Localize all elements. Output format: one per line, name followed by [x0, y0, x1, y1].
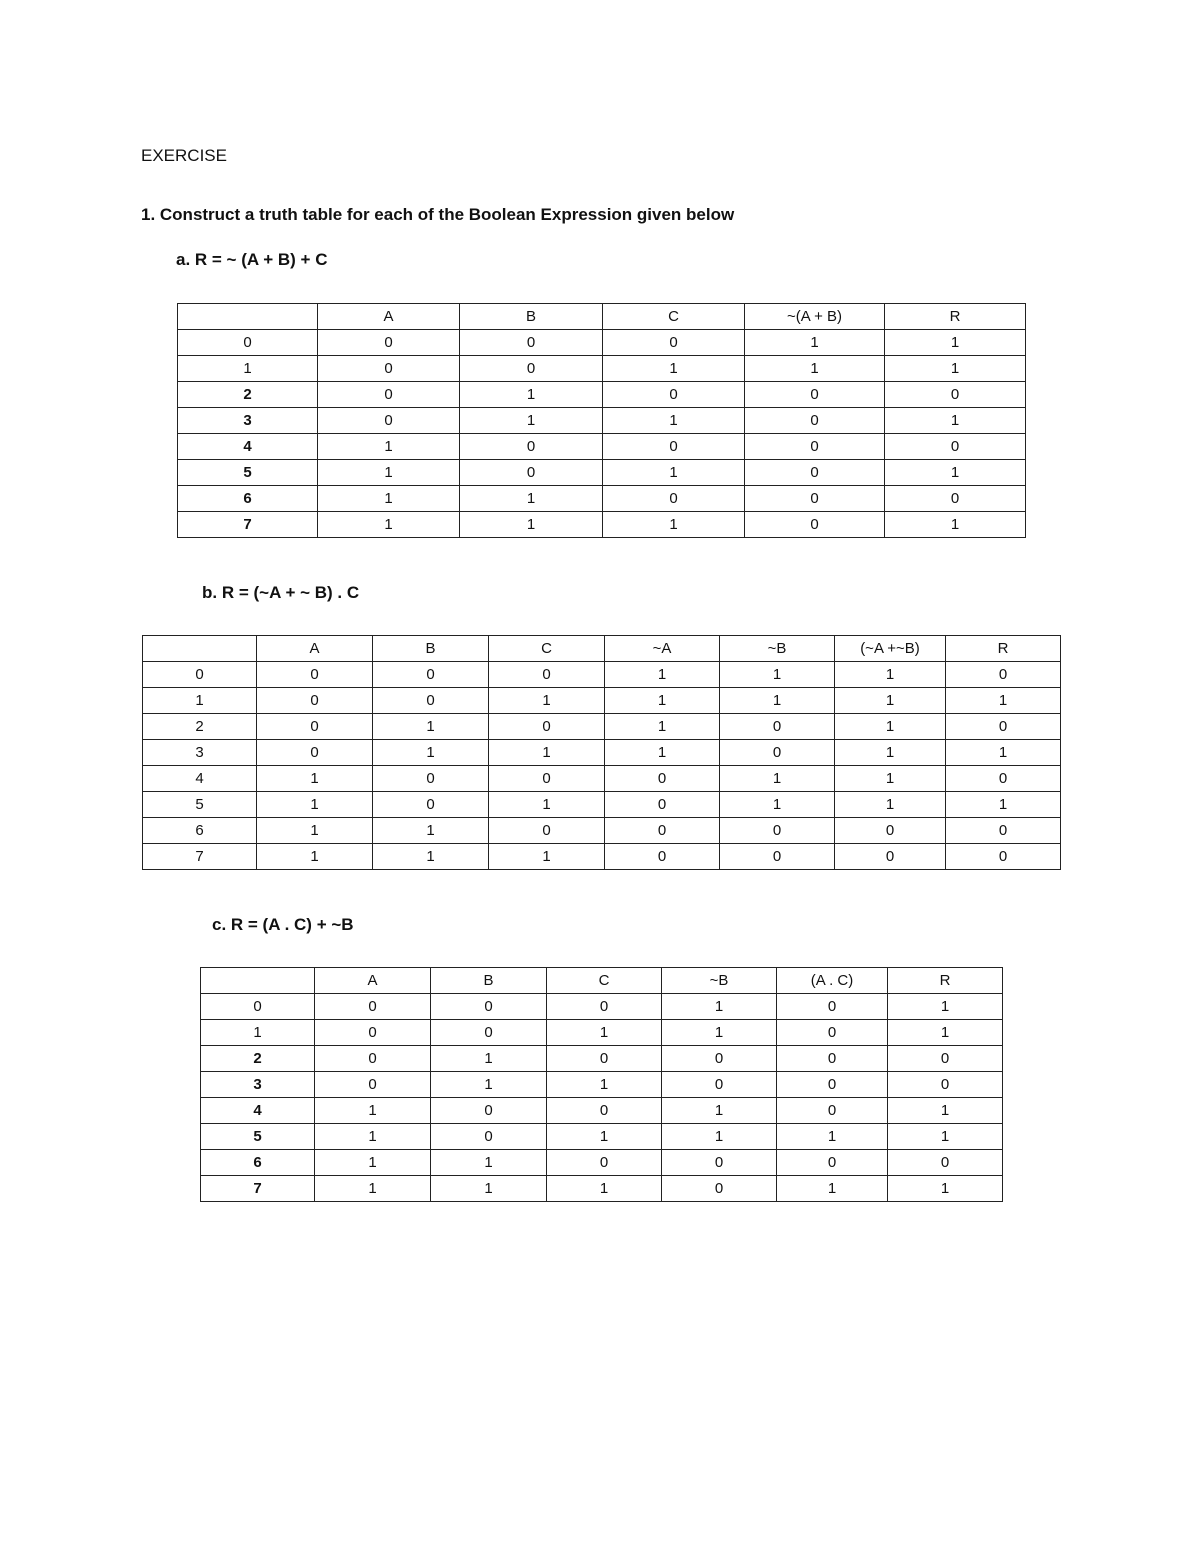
table-cell: 1 [431, 1176, 547, 1202]
table-cell: 0 [547, 994, 662, 1020]
header-cell: (A . C) [777, 968, 888, 994]
table-cell: 1 [885, 460, 1026, 486]
table-row [201, 1072, 1003, 1098]
table-cell: 1 [489, 792, 605, 818]
table-cell: 0 [777, 1072, 888, 1098]
table-cell: 0 [885, 382, 1026, 408]
table-cell: 1 [888, 994, 1003, 1020]
table-cell: 0 [745, 408, 885, 434]
table-cell: 0 [605, 844, 720, 870]
table-cell: 0 [720, 844, 835, 870]
table-cell: 1 [373, 714, 489, 740]
table-cell: 1 [888, 1098, 1003, 1124]
table-cell: 0 [489, 766, 605, 792]
row-index-cell: 2 [201, 1046, 315, 1072]
row-index-cell: 2 [143, 714, 257, 740]
table-cell: 0 [603, 330, 745, 356]
table-cell: 1 [662, 1020, 777, 1046]
table-cell: 1 [835, 662, 946, 688]
table-cell: 0 [662, 1046, 777, 1072]
table-cell: 0 [946, 818, 1061, 844]
table-cell: 1 [318, 434, 460, 460]
table-cell: 1 [662, 1098, 777, 1124]
table-row [178, 356, 1026, 382]
table-row [178, 486, 1026, 512]
table-row [143, 766, 1061, 792]
row-index-cell: 0 [201, 994, 315, 1020]
table-row [178, 408, 1026, 434]
table-cell: 1 [318, 460, 460, 486]
table-cell: 0 [257, 662, 373, 688]
table-cell: 1 [835, 740, 946, 766]
table-cell: 0 [318, 382, 460, 408]
table-cell: 1 [373, 818, 489, 844]
table-cell: 0 [603, 434, 745, 460]
table-cell: 0 [460, 330, 603, 356]
table-cell: 1 [720, 766, 835, 792]
table-cell: 1 [662, 1124, 777, 1150]
table-cell: 0 [777, 1046, 888, 1072]
table-row [143, 688, 1061, 714]
row-index-cell: 1 [143, 688, 257, 714]
table-cell: 1 [662, 994, 777, 1020]
table-row [143, 844, 1061, 870]
table-cell: 1 [605, 662, 720, 688]
table-cell: 1 [315, 1124, 431, 1150]
table-cell: 1 [888, 1176, 1003, 1202]
row-index-cell: 6 [143, 818, 257, 844]
table-cell: 1 [885, 512, 1026, 538]
table-cell: 1 [885, 408, 1026, 434]
table-cell: 1 [720, 792, 835, 818]
table-cell: 1 [605, 688, 720, 714]
truth-table-c [200, 967, 1003, 1202]
row-index-cell: 4 [178, 434, 318, 460]
header-cell: R [888, 968, 1003, 994]
table-cell: 0 [888, 1072, 1003, 1098]
table-cell: 1 [777, 1176, 888, 1202]
table-cell: 1 [603, 460, 745, 486]
table-cell: 0 [777, 1020, 888, 1046]
table-cell: 1 [777, 1124, 888, 1150]
table-cell: 1 [605, 714, 720, 740]
table-cell: 1 [318, 512, 460, 538]
table-cell: 1 [946, 688, 1061, 714]
table-cell: 0 [720, 740, 835, 766]
row-index-cell: 5 [201, 1124, 315, 1150]
header-cell: B [373, 636, 489, 662]
table-cell: 1 [888, 1124, 1003, 1150]
table-row [143, 818, 1061, 844]
row-index-cell: 2 [178, 382, 318, 408]
table-row [201, 1020, 1003, 1046]
table-row [143, 792, 1061, 818]
table-cell: 0 [489, 662, 605, 688]
table-cell: 0 [720, 818, 835, 844]
table-row [201, 1046, 1003, 1072]
table-cell: 0 [547, 1046, 662, 1072]
table-cell: 0 [431, 994, 547, 1020]
table-b-label: b. R = (~A + ~ B) . C [202, 583, 360, 602]
row-index-cell: 0 [178, 330, 318, 356]
header-cell: ~B [720, 636, 835, 662]
table-cell: 1 [373, 740, 489, 766]
table-cell: 1 [257, 844, 373, 870]
table-cell: 1 [257, 818, 373, 844]
table-cell: 0 [605, 818, 720, 844]
header-cell: A [257, 636, 373, 662]
table-cell: 0 [547, 1098, 662, 1124]
table-cell: 0 [431, 1124, 547, 1150]
table-cell: 1 [315, 1176, 431, 1202]
header-cell: ~A [605, 636, 720, 662]
table-cell: 1 [745, 356, 885, 382]
table-row [178, 512, 1026, 538]
table-row [201, 1124, 1003, 1150]
table-cell: 0 [318, 330, 460, 356]
table-cell: 1 [946, 740, 1061, 766]
table-cell: 1 [547, 1176, 662, 1202]
row-index-cell: 6 [178, 486, 318, 512]
table-cell: 1 [460, 512, 603, 538]
header-cell-index [143, 636, 257, 662]
header-cell: (~A +~B) [835, 636, 946, 662]
table-cell: 1 [835, 714, 946, 740]
table-row [178, 382, 1026, 408]
table-cell: 1 [603, 408, 745, 434]
header-cell: R [885, 304, 1026, 330]
header-cell: R [946, 636, 1061, 662]
header-row [201, 968, 1003, 994]
table-cell: 0 [745, 460, 885, 486]
table-cell: 0 [257, 688, 373, 714]
row-index-cell: 5 [178, 460, 318, 486]
table-cell: 0 [315, 1072, 431, 1098]
table-cell: 0 [662, 1176, 777, 1202]
table-cell: 0 [888, 1150, 1003, 1176]
header-cell: C [547, 968, 662, 994]
table-cell: 0 [257, 740, 373, 766]
table-cell: 1 [603, 356, 745, 382]
table-cell: 0 [431, 1098, 547, 1124]
row-index-cell: 3 [178, 408, 318, 434]
row-index-cell: 3 [143, 740, 257, 766]
table-cell: 1 [431, 1150, 547, 1176]
header-cell: ~(A + B) [745, 304, 885, 330]
exercise-title: EXERCISE [141, 146, 227, 165]
row-index-cell: 4 [143, 766, 257, 792]
table-cell: 1 [885, 330, 1026, 356]
table-row [201, 1176, 1003, 1202]
header-cell-index [178, 304, 318, 330]
table-cell: 0 [720, 714, 835, 740]
table-row [178, 434, 1026, 460]
table-cell: 0 [662, 1150, 777, 1176]
table-cell: 0 [835, 818, 946, 844]
table-cell: 0 [777, 994, 888, 1020]
header-cell: C [603, 304, 745, 330]
table-cell: 1 [835, 688, 946, 714]
table-cell: 0 [662, 1072, 777, 1098]
table-cell: 0 [460, 356, 603, 382]
table-cell: 1 [489, 740, 605, 766]
table-cell: 1 [835, 766, 946, 792]
table-row [178, 460, 1026, 486]
table-cell: 0 [745, 434, 885, 460]
table-row [201, 1098, 1003, 1124]
table-cell: 1 [489, 688, 605, 714]
table-cell: 1 [745, 330, 885, 356]
table-c-label: c. R = (A . C) + ~B [212, 915, 354, 934]
table-cell: 0 [373, 792, 489, 818]
header-cell: A [315, 968, 431, 994]
table-cell: 0 [745, 382, 885, 408]
row-index-cell: 7 [201, 1176, 315, 1202]
table-cell: 1 [835, 792, 946, 818]
table-cell: 0 [315, 1020, 431, 1046]
row-index-cell: 5 [143, 792, 257, 818]
row-index-cell: 3 [201, 1072, 315, 1098]
row-index-cell: 6 [201, 1150, 315, 1176]
table-cell: 1 [315, 1150, 431, 1176]
truth-table-b [142, 635, 1061, 870]
table-cell: 0 [373, 688, 489, 714]
table-cell: 1 [431, 1072, 547, 1098]
table-cell: 1 [460, 408, 603, 434]
row-index-cell: 7 [143, 844, 257, 870]
table-cell: 0 [745, 486, 885, 512]
table-row [143, 740, 1061, 766]
table-cell: 0 [431, 1020, 547, 1046]
question-text: 1. Construct a truth table for each of the Boolean Expression given below [141, 205, 735, 224]
table-cell: 0 [489, 714, 605, 740]
table-cell: 0 [460, 460, 603, 486]
table-cell: 1 [489, 844, 605, 870]
table-cell: 1 [431, 1046, 547, 1072]
table-row [143, 714, 1061, 740]
table-row [178, 330, 1026, 356]
table-cell: 1 [720, 662, 835, 688]
row-index-cell: 0 [143, 662, 257, 688]
header-cell: B [460, 304, 603, 330]
table-cell: 0 [315, 994, 431, 1020]
table-cell: 0 [373, 662, 489, 688]
table-cell: 0 [460, 434, 603, 460]
table-cell: 1 [946, 792, 1061, 818]
table-cell: 1 [373, 844, 489, 870]
table-cell: 1 [257, 792, 373, 818]
table-cell: 0 [946, 844, 1061, 870]
table-cell: 0 [603, 486, 745, 512]
table-cell: 0 [885, 486, 1026, 512]
table-cell: 0 [318, 356, 460, 382]
table-cell: 0 [257, 714, 373, 740]
header-cell: ~B [662, 968, 777, 994]
table-cell: 0 [946, 766, 1061, 792]
table-row [201, 994, 1003, 1020]
header-cell-index [201, 968, 315, 994]
table-cell: 1 [315, 1098, 431, 1124]
table-cell: 1 [603, 512, 745, 538]
header-cell: C [489, 636, 605, 662]
table-cell: 0 [946, 662, 1061, 688]
table-cell: 0 [373, 766, 489, 792]
row-index-cell: 7 [178, 512, 318, 538]
table-row [201, 1150, 1003, 1176]
row-index-cell: 4 [201, 1098, 315, 1124]
row-index-cell: 1 [178, 356, 318, 382]
table-cell: 0 [745, 512, 885, 538]
header-row [178, 304, 1026, 330]
table-cell: 0 [603, 382, 745, 408]
table-cell: 0 [605, 766, 720, 792]
table-cell: 1 [547, 1072, 662, 1098]
table-cell: 0 [547, 1150, 662, 1176]
table-cell: 0 [835, 844, 946, 870]
table-cell: 1 [547, 1020, 662, 1046]
table-cell: 1 [605, 740, 720, 766]
truth-table-a [177, 303, 1026, 538]
table-cell: 1 [720, 688, 835, 714]
table-cell: 0 [777, 1150, 888, 1176]
table-cell: 0 [605, 792, 720, 818]
table-cell: 0 [888, 1046, 1003, 1072]
table-cell: 1 [257, 766, 373, 792]
table-cell: 1 [885, 356, 1026, 382]
header-cell: A [318, 304, 460, 330]
table-cell: 1 [547, 1124, 662, 1150]
table-cell: 0 [885, 434, 1026, 460]
header-cell: B [431, 968, 547, 994]
table-a-label: a. R = ~ (A + B) + C [176, 250, 328, 269]
table-cell: 1 [460, 486, 603, 512]
header-row [143, 636, 1061, 662]
table-cell: 1 [888, 1020, 1003, 1046]
table-cell: 0 [315, 1046, 431, 1072]
table-cell: 0 [946, 714, 1061, 740]
row-index-cell: 1 [201, 1020, 315, 1046]
table-cell: 0 [318, 408, 460, 434]
table-cell: 0 [489, 818, 605, 844]
table-cell: 1 [318, 486, 460, 512]
table-cell: 1 [460, 382, 603, 408]
table-row [143, 662, 1061, 688]
table-cell: 0 [777, 1098, 888, 1124]
